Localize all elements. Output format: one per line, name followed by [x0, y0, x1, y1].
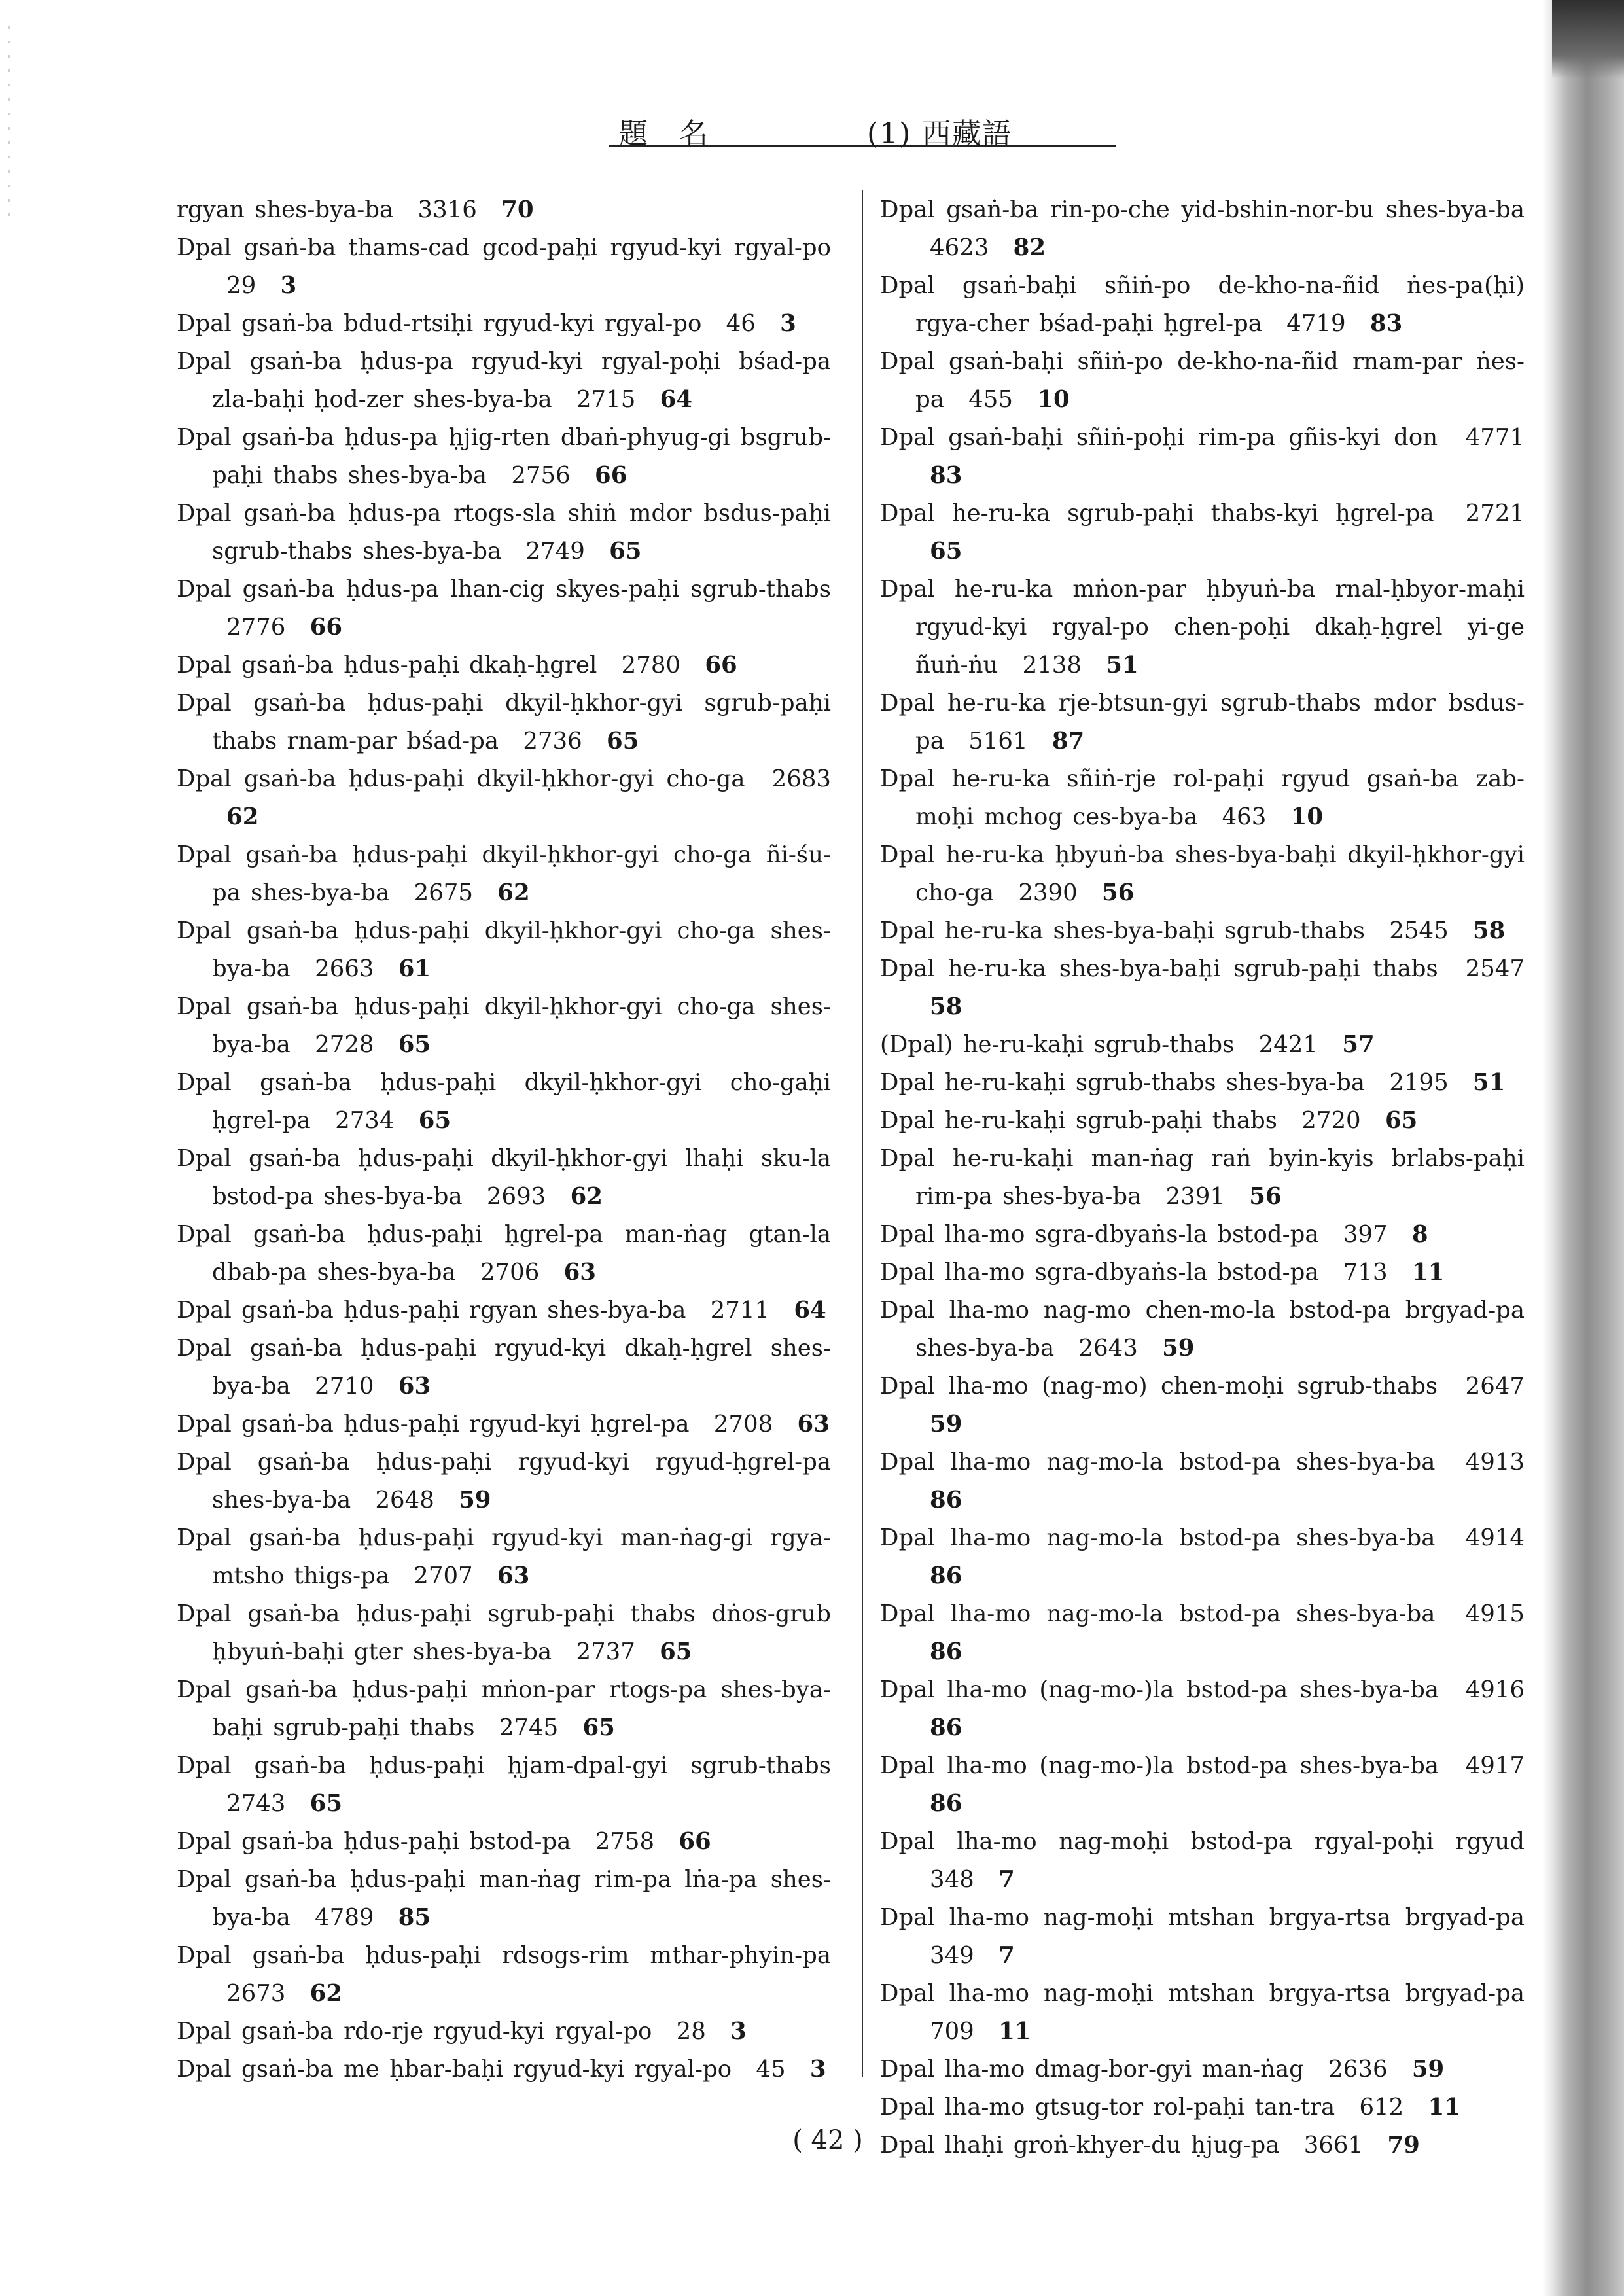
- index-entry: [177, 571, 831, 646]
- entry-page: 83: [930, 462, 962, 489]
- entry-title: Dpal gsaṅ-ba ḥdus-paḥi sgrub-paḥi thabs dṅos-grub ḥbyuṅ-baḥi gter shes-bya-ba: [177, 1600, 831, 1665]
- entry-page: 8: [1411, 1221, 1428, 1248]
- entry-number: 2195: [1389, 1069, 1449, 1096]
- entry-title: Dpal gsaṅ-ba ḥdus-paḥi rgyud-kyi ḥgrel-pa: [177, 1411, 690, 1438]
- entry-number: 3316: [417, 196, 477, 223]
- entry-number: 612: [1359, 2094, 1404, 2121]
- entry-page: 63: [563, 1259, 597, 1286]
- entry-page: 83: [1369, 310, 1403, 337]
- scan-speckle: [8, 26, 10, 222]
- entry-title: Dpal gsaṅ-ba ḥdus-paḥi rdsogs-rim mthar-phyin-pa: [177, 1942, 831, 1969]
- entry-title: Dpal he-ru-kaḥi sgrub-paḥi thabs: [880, 1107, 1277, 1134]
- entry-number: 2721: [1465, 500, 1525, 527]
- entry-number: 4915: [1465, 1600, 1525, 1627]
- entry-page: 11: [998, 2018, 1031, 2045]
- entry-page: 85: [398, 1904, 431, 1931]
- entry-number: 4913: [1465, 1449, 1525, 1475]
- entry-number: 2693: [486, 1183, 546, 1210]
- entry-title: Dpal gsaṅ-ba rdo-rje rgyud-kyi rgyal-po: [177, 2018, 652, 2045]
- entry-title: Dpal lha-mo nag-mo chen-mo-la bstod-pa brgyad-pa shes-bya-ba: [880, 1297, 1525, 1362]
- entry-title: Dpal lha-mo nag-moḥi mtshan brgya-rtsa brgyad-pa: [880, 1980, 1525, 2007]
- entry-number: 2648: [375, 1487, 434, 1513]
- page-number: ( 42 ): [792, 2125, 863, 2155]
- entry-number: 2749: [525, 538, 585, 565]
- entry-number: 2421: [1258, 1031, 1318, 1058]
- index-entry: [177, 2013, 831, 2051]
- entry-title: Dpal gsaṅ-ba ḥdus-paḥi rgyud-kyi man-ṅag-gi rgya-mtsho thigs-pa: [177, 1525, 831, 1589]
- entry-title: Dpal lha-mo (nag-mo) chen-moḥi sgrub-thabs: [880, 1373, 1438, 1400]
- entry-page: 7: [998, 1942, 1015, 1969]
- entry-title: Dpal gsaṅ-ba thams-cad gcod-paḥi rgyud-kyi rgyal-po: [177, 234, 831, 261]
- entry-title: Dpal he-ru-kaḥi man-ṅag raṅ byin-kyis brlabs-paḥi rim-pa shes-bya-ba: [880, 1145, 1525, 1210]
- index-entry: [880, 836, 1525, 912]
- entry-page: 59: [1162, 1335, 1195, 1362]
- entry-page: 65: [309, 1790, 343, 1817]
- entry-page: 82: [1013, 234, 1046, 261]
- index-entry: [880, 1595, 1525, 1671]
- entry-title: Dpal gsaṅ-ba ḥdus-pa lhan-cig skyes-paḥi sgrub-thabs: [177, 576, 831, 603]
- index-entry: [177, 2051, 831, 2089]
- index-entry: [177, 1671, 831, 1747]
- entry-title: Dpal gsaṅ-ba ḥdus-paḥi dkyil-ḥkhor-gyi cho-ga shes-bya-ba: [177, 917, 831, 982]
- index-entry: [177, 1937, 831, 2013]
- index-entry: [177, 191, 831, 229]
- entry-page: 64: [794, 1297, 826, 1324]
- entry-page: 70: [501, 196, 534, 223]
- index-entry: [177, 229, 831, 305]
- entry-title: rgyan shes-bya-ba: [177, 196, 394, 223]
- entry-number: 4719: [1286, 310, 1346, 337]
- entry-page: 66: [309, 614, 343, 641]
- index-entry: [177, 1595, 831, 1671]
- entry-page: 66: [705, 652, 737, 679]
- entry-title: Dpal lha-mo (nag-mo-)la bstod-pa shes-bya-ba: [880, 1752, 1439, 1779]
- entry-number: 713: [1343, 1259, 1388, 1286]
- entry-page: 56: [1249, 1183, 1282, 1210]
- entry-number: 2758: [595, 1828, 655, 1855]
- entry-number: 3661: [1303, 2132, 1364, 2159]
- entry-number: 2707: [414, 1563, 473, 1589]
- entry-page: 65: [582, 1714, 615, 1741]
- entry-page: 65: [930, 538, 962, 565]
- entry-page: 86: [930, 1638, 962, 1665]
- left-column: [177, 191, 831, 2089]
- entry-title: Dpal lha-mo gtsug-tor rol-paḥi tan-tra: [880, 2094, 1335, 2121]
- entry-page: 57: [1342, 1031, 1375, 1058]
- index-entry: [177, 1861, 831, 1937]
- entry-page: 87: [1051, 728, 1085, 754]
- entry-number: 455: [968, 386, 1013, 413]
- entry-number: 2734: [335, 1107, 395, 1134]
- index-entry: [880, 1671, 1525, 1747]
- index-entry: [177, 343, 831, 419]
- entry-number: 2675: [414, 879, 473, 906]
- index-entry: [880, 2127, 1525, 2164]
- entry-number: 2737: [576, 1638, 635, 1665]
- entry-number: 45: [756, 2056, 786, 2083]
- entry-page: 51: [1472, 1069, 1506, 1096]
- index-entry: [177, 1443, 831, 1519]
- entry-page: 62: [226, 804, 259, 830]
- index-entry: [177, 646, 831, 684]
- page-header: [609, 110, 1116, 150]
- entry-title: Dpal lha-mo nag-mo-la bstod-pa shes-bya-ba: [880, 1600, 1436, 1627]
- entry-number: 4914: [1465, 1525, 1525, 1551]
- index-entry: [880, 343, 1525, 419]
- entry-number: 2683: [771, 766, 831, 792]
- entry-title: Dpal gsaṅ-ba ḥdus-paḥi dkyil-ḥkhor-gyi cho-ga ñi-śu-pa shes-bya-ba: [177, 841, 831, 906]
- entry-title: (Dpal) he-ru-kaḥi sgrub-thabs: [880, 1031, 1235, 1058]
- index-entry: [880, 1292, 1525, 1368]
- entry-title: Dpal gsaṅ-ba ḥdus-paḥi mṅon-par rtogs-pa shes-bya-baḥi sgrub-paḥi thabs: [177, 1676, 831, 1741]
- entry-number: 2647: [1465, 1373, 1525, 1400]
- entry-title: Dpal lha-mo (nag-mo-)la bstod-pa shes-bya-ba: [880, 1676, 1439, 1703]
- entry-number: 2756: [511, 462, 571, 489]
- entry-number: 29: [226, 272, 256, 299]
- entry-page: 3: [809, 2056, 826, 2083]
- entry-page: 59: [459, 1487, 491, 1513]
- index-entry: [177, 1823, 831, 1861]
- entry-number: 2390: [1018, 879, 1078, 906]
- entry-number: 2673: [226, 1980, 286, 2007]
- index-entry: [880, 419, 1525, 495]
- entry-number: 2391: [1165, 1183, 1225, 1210]
- index-entry: [880, 1026, 1525, 1064]
- entry-number: 397: [1343, 1221, 1388, 1248]
- entry-page: 65: [607, 728, 639, 754]
- entry-title: Dpal gsaṅ-ba ḥdus-paḥi dkyil-ḥkhor-gyi cho-ga: [177, 766, 745, 792]
- index-entry: [880, 1747, 1525, 1823]
- entry-page: 59: [930, 1411, 962, 1438]
- entry-page: 63: [797, 1411, 830, 1438]
- index-entry: [880, 1823, 1525, 1899]
- entry-title: Dpal gsaṅ-ba ḥdus-paḥi dkyil-ḥkhor-gyi cho-gaḥi ḥgrel-pa: [177, 1069, 831, 1134]
- entry-title: Dpal lha-mo dmag-bor-gyi man-ṅag: [880, 2056, 1304, 2083]
- entry-title: Dpal he-ru-ka shes-bya-baḥi sgrub-paḥi thabs: [880, 955, 1438, 982]
- entry-page: 62: [309, 1980, 343, 2007]
- index-entry: [177, 1140, 831, 1216]
- entry-title: Dpal he-ru-ka ḥbyuṅ-ba shes-bya-baḥi dkyil-ḥkhor-gyi cho-ga: [880, 841, 1525, 906]
- index-entry: [177, 495, 831, 571]
- entry-page: 64: [660, 386, 693, 413]
- entry-title: Dpal gsaṅ-ba ḥdus-paḥi rgyan shes-bya-ba: [177, 1297, 686, 1324]
- index-entry: [880, 267, 1525, 343]
- entry-number: 4771: [1465, 424, 1525, 451]
- entry-page: 79: [1387, 2132, 1420, 2159]
- entry-number: 46: [726, 310, 756, 337]
- entry-title: Dpal gsaṅ-baḥi sñiṅ-po de-kho-na-ñid ṅes-pa(ḥi) rgya-cher bśad-paḥi ḥgrel-pa: [880, 272, 1525, 337]
- entry-number: 2706: [480, 1259, 540, 1286]
- index-entry: [880, 1443, 1525, 1519]
- entry-number: 4623: [930, 234, 989, 261]
- entry-page: 51: [1106, 652, 1139, 679]
- index-entry: [880, 1519, 1525, 1595]
- entry-page: 65: [609, 538, 642, 565]
- entry-page: 10: [1290, 804, 1324, 830]
- entry-title: Dpal he-ru-ka mṅon-par ḥbyuṅ-ba rnal-ḥbyor-maḥi rgyud-kyi rgyal-po chen-poḥi dkaḥ-ḥgrel yi-ge ñuṅ-ṅu: [880, 576, 1525, 679]
- entry-page: 58: [930, 993, 962, 1020]
- index-entry: [880, 684, 1525, 760]
- entry-page: 56: [1101, 879, 1135, 906]
- entry-number: 709: [930, 2018, 974, 2045]
- entry-title: Dpal lha-mo nag-moḥi mtshan brgya-rtsa brgyad-pa: [880, 1904, 1525, 1931]
- entry-page: 86: [930, 1714, 962, 1741]
- entry-page: 10: [1037, 386, 1070, 413]
- entry-title: Dpal gsaṅ-ba ḥdus-paḥi ḥjam-dpal-gyi sgrub-thabs: [177, 1752, 831, 1779]
- index-entry: [880, 1254, 1525, 1292]
- entry-number: 2545: [1389, 917, 1449, 944]
- right-column: [880, 191, 1525, 2164]
- index-entry: [177, 1216, 831, 1292]
- entry-title: Dpal gsaṅ-ba ḥdus-paḥi dkyil-ḥkhor-gyi lhaḥi sku-la bstod-pa shes-bya-ba: [177, 1145, 831, 1210]
- entry-number: 4789: [315, 1904, 374, 1931]
- entry-page: 65: [398, 1031, 431, 1058]
- entry-page: 3: [730, 2018, 747, 2045]
- entry-title: Dpal gsaṅ-ba ḥdus-paḥi dkyil-ḥkhor-gyi cho-ga shes-bya-ba: [177, 993, 831, 1058]
- entry-page: 3: [780, 310, 796, 337]
- entry-title: Dpal lha-mo nag-moḥi bstod-pa rgyal-poḥi rgyud: [880, 1828, 1525, 1855]
- entry-page: 63: [497, 1563, 530, 1589]
- index-entry: [177, 1405, 831, 1443]
- entry-page: 3: [280, 272, 297, 299]
- entry-title: Dpal gsaṅ-ba ḥdus-pa rgyud-kyi rgyal-poḥi bśad-pa zla-baḥi ḥod-zer shes-bya-ba: [177, 348, 831, 413]
- index-entry: [880, 1899, 1525, 1975]
- entry-page: 62: [570, 1183, 603, 1210]
- entry-number: 2715: [576, 386, 636, 413]
- index-entry: [177, 1064, 831, 1140]
- entry-page: 58: [1472, 917, 1506, 944]
- header-volume: (1) 西藏語: [867, 117, 1013, 150]
- index-entry: [880, 1140, 1525, 1216]
- entry-page: 86: [930, 1563, 962, 1589]
- index-entry: [177, 988, 831, 1064]
- entry-number: 2736: [523, 728, 582, 754]
- index-entry: [880, 1064, 1525, 1102]
- entry-title: Dpal he-ru-ka sñiṅ-rje rol-paḥi rgyud gsaṅ-ba zab-moḥi mchog ces-bya-ba: [880, 766, 1525, 830]
- entry-page: 66: [595, 462, 627, 489]
- entry-page: 11: [1411, 1259, 1445, 1286]
- index-entry: [177, 419, 831, 495]
- entry-title: Dpal he-ru-kaḥi sgrub-thabs shes-bya-ba: [880, 1069, 1366, 1096]
- entry-title: Dpal gsaṅ-ba me ḥbar-baḥi rgyud-kyi rgyal-po: [177, 2056, 732, 2083]
- index-entry: [177, 1330, 831, 1405]
- entry-page: 63: [398, 1373, 431, 1400]
- entry-title: Dpal he-ru-ka sgrub-paḥi thabs-kyi ḥgrel-pa: [880, 500, 1434, 527]
- index-entry: [177, 836, 831, 912]
- entry-title: Dpal gsaṅ-ba ḥdus-paḥi dkyil-ḥkhor-gyi sgrub-paḥi thabs rnam-par bśad-pa: [177, 690, 831, 754]
- entry-number: 4917: [1465, 1752, 1525, 1779]
- entry-page: 11: [1428, 2094, 1460, 2121]
- entry-number: 2776: [226, 614, 286, 641]
- entry-title: Dpal lhaḥi groṅ-khyer-du ḥjug-pa: [880, 2132, 1280, 2159]
- entry-page: 65: [1385, 1107, 1418, 1134]
- index-entry: [177, 1292, 831, 1330]
- scan-edge-corner: [1552, 0, 1624, 79]
- entry-number: 2708: [713, 1411, 773, 1438]
- index-entry: [177, 760, 831, 836]
- entry-title: Dpal lha-mo nag-mo-la bstod-pa shes-bya-ba: [880, 1449, 1436, 1475]
- entry-number: 2720: [1301, 1107, 1361, 1134]
- entry-page: 86: [930, 1790, 962, 1817]
- entry-number: 2780: [621, 652, 681, 679]
- entry-number: 2710: [315, 1373, 374, 1400]
- entry-title: Dpal gsaṅ-ba ḥdus-pa ḥjig-rten dbaṅ-phyug-gi bsgrub-paḥi thabs shes-bya-ba: [177, 424, 831, 489]
- entry-number: 2547: [1465, 955, 1525, 982]
- index-entry: [880, 1975, 1525, 2051]
- entry-title: Dpal gsaṅ-ba ḥdus-pa rtogs-sla shiṅ mdor bsdus-paḥi sgrub-thabs shes-bya-ba: [177, 500, 831, 565]
- index-entry: [880, 571, 1525, 684]
- index-entry: [177, 1747, 831, 1823]
- entry-number: 2745: [499, 1714, 559, 1741]
- index-entry: [880, 191, 1525, 267]
- entry-number: 28: [676, 2018, 706, 2045]
- entry-title: Dpal gsaṅ-baḥi sñiṅ-poḥi rim-pa gñis-kyi don: [880, 424, 1438, 451]
- entry-title: Dpal lha-mo nag-mo-la bstod-pa shes-bya-ba: [880, 1525, 1436, 1551]
- entry-number: 2643: [1078, 1335, 1138, 1362]
- entry-number: 2711: [710, 1297, 770, 1324]
- entry-number: 349: [930, 1942, 974, 1969]
- entry-title: Dpal gsaṅ-ba ḥdus-paḥi rgyud-kyi rgyud-ḥgrel-pa shes-bya-ba: [177, 1449, 831, 1513]
- column-divider: [862, 190, 863, 2077]
- entry-title: Dpal he-ru-ka shes-bya-baḥi sgrub-thabs: [880, 917, 1366, 944]
- entry-title: Dpal gsaṅ-ba ḥdus-paḥi man-ṅag rim-pa lṅa-pa shes-bya-ba: [177, 1866, 831, 1931]
- index-entry: [880, 1102, 1525, 1140]
- entry-title: Dpal he-ru-ka rje-btsun-gyi sgrub-thabs mdor bsdus-pa: [880, 690, 1525, 754]
- index-entry: [177, 1519, 831, 1595]
- index-entry: [177, 684, 831, 760]
- entry-number: 2663: [315, 955, 374, 982]
- entry-title: Dpal lha-mo sgra-dbyaṅs-la bstod-pa: [880, 1221, 1319, 1248]
- index-entry: [880, 950, 1525, 1026]
- entry-number: 463: [1222, 804, 1267, 830]
- index-entry: [880, 912, 1525, 950]
- entry-page: 66: [679, 1828, 711, 1855]
- index-entry: [177, 305, 831, 343]
- index-entry: [880, 1368, 1525, 1443]
- entry-page: 7: [998, 1866, 1015, 1893]
- entry-title: Dpal gsaṅ-ba ḥdus-paḥi rgyud-kyi dkaḥ-ḥgrel shes-bya-ba: [177, 1335, 831, 1400]
- entry-number: 2743: [226, 1790, 286, 1817]
- entry-page: 62: [497, 879, 530, 906]
- entry-page: 65: [660, 1638, 692, 1665]
- entry-page: 61: [398, 955, 431, 982]
- index-entry: [880, 495, 1525, 571]
- entry-title: Dpal lha-mo sgra-dbyaṅs-la bstod-pa: [880, 1259, 1319, 1286]
- entry-title: Dpal gsaṅ-baḥi sñiṅ-po de-kho-na-ñid rnam-par ṅes-pa: [880, 348, 1525, 413]
- index-entry: [177, 912, 831, 988]
- entry-number: 2138: [1022, 652, 1082, 679]
- index-entry: [880, 760, 1525, 836]
- entry-title: Dpal gsaṅ-ba ḥdus-paḥi dkaḥ-ḥgrel: [177, 652, 597, 679]
- index-entry: [880, 2089, 1525, 2127]
- entry-number: 348: [930, 1866, 974, 1893]
- entry-number: 4916: [1465, 1676, 1525, 1703]
- entry-title: Dpal gsaṅ-ba bdud-rtsiḥi rgyud-kyi rgyal-po: [177, 310, 702, 337]
- entry-title: Dpal gsaṅ-ba ḥdus-paḥi bstod-pa: [177, 1828, 571, 1855]
- entry-page: 86: [930, 1487, 962, 1513]
- header-title: 題 名: [619, 117, 709, 150]
- scan-edge-shadow: [1542, 0, 1624, 2296]
- entry-title: Dpal gsaṅ-ba ḥdus-paḥi ḥgrel-pa man-ṅag gtan-la dbab-pa shes-bya-ba: [177, 1221, 831, 1286]
- entry-page: 59: [1411, 2056, 1445, 2083]
- entry-number: 2728: [315, 1031, 374, 1058]
- entry-number: 5161: [968, 728, 1028, 754]
- entry-number: 2636: [1328, 2056, 1388, 2083]
- entry-page: 65: [418, 1107, 451, 1134]
- index-entry: [880, 1216, 1525, 1254]
- index-entry: [880, 2051, 1525, 2089]
- entry-title: Dpal gsaṅ-ba rin-po-che yid-bshin-nor-bu shes-bya-ba: [880, 196, 1525, 223]
